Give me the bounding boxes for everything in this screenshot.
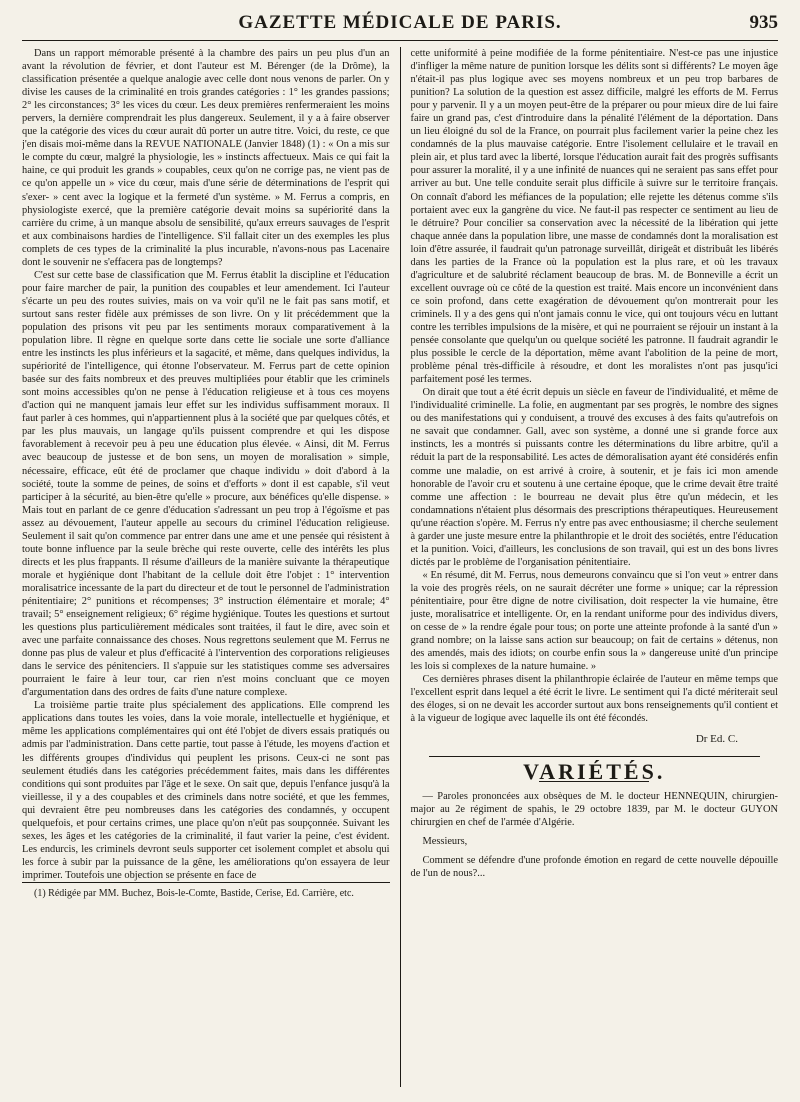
- right-column: [401, 47, 779, 1087]
- page-number: 935: [749, 12, 778, 33]
- paragraph: La troisième partie traite plus spécialement des applications. Elle comprend les applications dans toutes les voies, dans la voie morale, intellectuelle et hygiénique, et même les applications complémentaires qui ont été l'objet de divers essais pratiqués ou admis par l'administration. Dans cette partie, tout passe à l'étude, les moyens d'action et les différents groupes d'individus qui peuplent les prisons. Ceux-ci ne sont pas seulement étudiés dans les catégories précédemment faites, mais dans les différentes conditions qui sont produites par l'âge et le sexe. On sait que, depuis l'enfance jusqu'à la vieillesse, il y a des coupables et des criminels dans notre société, et que les femmes, qui devraient être peu nombreuses dans les catégories des condamnés, y occupent quelquefois, et pour certains crimes, une place qu'on n'eût pas soupçonnée. Suivant les sexes, les âges et les catégories de la criminalité, il faut varier la peine, c'est évident. Les endurcis, les criminels devront seuls supporter cet isolement complet et absolu qui les force à subir par la puissance de la gêne, les améliorations qu'on essayera de leur imprimer. Toutefois une objection se présente en face de: [22, 700, 390, 881]
- footnote: (1) Rédigée par MM. Buchez, Bois-le-Comte, Bastide, Cerise, Ed. Carrière, etc.: [22, 882, 390, 900]
- paragraph: Dans un rapport mémorable présenté à la chambre des pairs un peu plus d'un an avant la révolution de février, et dont l'auteur est M. Bérenger (de la Drôme), la classification présentée a quelque analogie avec celle dont nous venons de parler. On y divise les causes de la criminalité en trois grandes catégories : 1° les grandes passions; 2° les circonstances; 3° les vices du cœur. Les deux premières renfermeraient les moins pervers, la dernière comprendrait les plus dangereux. Seulement, il y a à faire observer que la catégorie des vices du cœur aurait dû porter un autre titre. Voici, du reste, ce que j'en disais moi-même dans la REVUE NATIONALE (Janvier 1848) (1) : « On a mis sur le compte du cœur, malgré la physiologie, les » instincts affectueux. Mais ce qui fait la haine, ce qui produit les grands » coupables, ceux qu'on ne corrige pas, ne vient pas de ce qu'on appelle un » vice du cœur, mais d'une série de déterminations de l'esprit qui s'exer- » cent avec la logique et la fermeté d'un système. » M. Ferrus a compris, en physiologiste exercé, que la première catégorie devait moins sa supériorité dans la carrière du crime, à un manque absolu de sensibilité, qu'aux erreurs sauvages de l'esprit et aux combinaisons hardies de l'intelligence. S'il fallait citer un des exemples les plus complets de ces types de la criminalité la plus incurable, n'avons-nous pas Lacenaire dont le souvenir ne s'effacera pas de longtemps?: [22, 48, 390, 268]
- left-column: [22, 47, 401, 1087]
- quote-paragraph: « En résumé, dit M. Ferrus, nous demeurons convaincu que si l'on veut » entrer dans la voie des progrès réels, on ne saurait décréter une forme » unique; car la répression pénitentiaire, pour être digne de notre civilisation, doit respecter la vie humaine, être juste, moralisatrice et intelligente. Or, en la rendant uniforme pour des individus divers, on cesse de » la rendre égale pour tous; on porte une atteinte profonde à la santé d'un » grand nombre; on la laisse sans action sur beaucoup; on fait de certains » détenus, non des amendés, mais des idiots; on courbe enfin sous la » dangereuse unité d'un principe les lois si complexes de la nature humaine. »: [410, 569, 778, 673]
- paragraph: On dirait que tout a été écrit depuis un siècle en faveur de l'individualité, et même de l'individualité criminelle. La folie, en augmentant par ses progrès, le nombre des signes ou des manifestations qui y conduisent, a trouvé des excuses à des faits qu'autrefois on ne savait que condamner. Gall, avec son système, a donné une si grande force aux instincts, les a montrés si puissants contre les déterminations du libre arbitre, qu'il a réduit la part de la responsabilité. Les actes de démoralisation ayant été considérés enfin comme une maladie, on est arrivé à croire, à soutenir, et je fais ici mon amende honorable de l'avoir cru et soutenu à une certaine époque, que le crime devait être traité comme une affection : le bourreau ne devait plus être qu'un médecin, et les condamnations n'étaient plus désormais des prescriptions thérapeutiques. Heureusement qu'une réaction s'opère. M. Ferrus n'y entre pas avec enthousiasme; il cherche seulement à garder une juste mesure entre la philanthropie et le droit des sociétés, entre l'éducation et la punition. Voici, d'ailleurs, les conclusions de son travail, qui est un des bons livres dictés par le problème de l'organisation pénitentiaire.: [410, 387, 778, 568]
- paragraph: cette uniformité à peine modifiée de la forme pénitentiaire. N'est-ce pas une injustice d'infliger la même nature de punition lorsque les délits sont si différents? Le moyen âge n'était-il pas plus logique avec ses moyens nombreux et un peu trop barbares de punition? La solution de la question est assez difficile, malgré les efforts de M. Ferrus pour y parvenir. Il y a un moyen peut-être de la préparer ou pour mieux dire de lui faire faire un grand pas, c'est d'introduire dans la pénalité l'élément de la déportation. Dans un lieu éloigné du sol de la France, on pourrait plus facilement varier la peine chez les condamnés de la plus mauvaise catégorie. Entre l'isolement cellulaire et le travail en plein air, et plus tard avec la liberté, lorsque l'éducation aurait fait des progrès suffisants pour assurer la moralité, il y a une infinité de nuances qui ne seraient pas sans effet pour arriver au but. Une telle conduite serait plus difficile à suivre sur le territoire français. On connaît d'abord les méfiances de la population; elle rejette les détenus comme s'ils portaient avec eux la gangrène du vice. Ne faut-il pas respecter ce sentiment au lieu de le détruire? Pour concilier sa conservation avec la nécessité de la libération qui jette chaque année dans la population libre, une masse de condamnés dont la moralisation est loin d'être assurée, il faudrait qu'un patronage surveillât, dirigeât et distribuât les libérés dans les parties de la France où la population est la plus rare, et où les travaux d'agriculture et de salubrité réclament beaucoup de bras. M. de Bonneville a écrit un excellent ouvrage où ce côté de la question est traité. Mais encore un inconvénient dans ce soin profond, dans cette exagération de dévouement qu'on montrerait pour les criminels. Il y a des gens qui n'ont jamais connu le vice, qui ont toujours vécu en luttant contre les terribles impulsions de la misère, et qui ne pourraient se réjouir un instant à la pensée consolante que quelqu'un ou quelque société les patronne. Il faudrait agrandir le plus possible le cercle de la déportation, même avant l'abolition de la peine de mort, problème pénal très-difficile à résoudre, et dont les moralistes n'ont pas jusqu'ici parfaitement posé les termes.: [410, 48, 778, 386]
- section-title: VARIÉTÉS.: [523, 759, 666, 785]
- journal-title: GAZETTE MÉDICALE DE PARIS.: [238, 12, 562, 33]
- columns: [22, 47, 778, 1087]
- closing-paragraph: Comment se défendre d'une profonde émotion en regard de cette nouvelle dépouille de l'un de nous?...: [410, 854, 778, 879]
- page-header: [22, 12, 778, 41]
- variety-intro: — Paroles prononcées aux obsèques de M. le docteur HENNEQUIN, chirurgien-major au 2e régiment de spahis, le 29 octobre 1839, par M. le docteur GUYON chirurgien en chef de l'armée d'Algérie.: [410, 790, 778, 828]
- divider: [429, 756, 760, 757]
- paragraph: C'est sur cette base de classification que M. Ferrus établit la discipline et l'éducation pour faire marcher de pair, la punition des coupables et leur amendement. Ici l'auteur s'écarte un peu des routes suivies, mais on va voir qu'il ne le fait pas sans motif, et surtout sans rester fidèle aux prémisses de son livre. On y lit précédemment que la population des prisons vit peu par les sentiments moraux comparativement à la population libre. Il règne en quelque sorte dans cette lie sociale une sorte d'alliance entre les instincts les plus inférieurs et la sagacité, et même, dans quelques individus, la supériorité de l'intelligence, qui étonne l'observateur. M. Ferrus part de cette opinion basée sur des faits nombreux et des preuves multipliées pour établir que les criminels sont moins accessibles qu'on ne pense à l'éducation religieuse et à tous ces moyens d'action qui ne manquent jamais leur effet sur les individus suffisamment moraux. Il faut parler à ces hommes, qui n'appartiennent plus à la société que par quelques côtés, et par les plus mauvais, un langage qu'ils puissent comprendre et qui les dispose favorablement à recevoir peu à peu une éducation plus élevée. « Ainsi, dit M. Ferrus avec beaucoup de justesse et de bon sens, un moyen de moralisation » simple, nécessaire, efficace, eût été de proclamer que chaque individu » doit d'abord à la société, toute la somme de peines, de soins et d'efforts » dont il est capable, s'il veut participer à la sécurité, au bien-être qu'elle » procure, aux bénéfices qu'elle dispense. » Mais tout en parlant de ce genre d'éducation s'adressant un peu trop à l'égoïsme et pas assez au dévouement, l'auteur appelle au secours du criminel l'éducation religieuse. Seulement il sait qu'on commence par entrer dans une ame et une pensée qui résistent à toute bonne influence par la seule brèche qui reste ouverte, celle des intérêts les plus directs et les plus frappants. Il résume d'ailleurs de la manière suivante la thérapeutique morale et hygiénique dont l'habitant de la cellule doit être l'objet : 1° intervention moralisatrice incessante de la part du directeur et de tout le personnel de l'administration pénitentiaire; 2° punitions et récompenses; 3° instruction élémentaire et morale; 4° travail; 5° enseignement religieux; 6° régime hygiénique. Toutes les questions et surtout les questions plus particulièrement médicales sont traitées, il faut le dire, avec soin et avec une parfaite connaissance des choses. Nous regrettons seulement que M. Ferrus ne donne pas plus de valeur et plus d'efficacité à l'intervention des corporations religieuses dans le service des pénitenciers. Il s'appuie sur les statistiques comme ses adversaires pourraient le faire à leur tour, car rien n'est moins concluant que ce moyen d'argumentation dans des ordres de faits d'une nature complexe.: [22, 269, 390, 699]
- salutation: Messieurs,: [422, 835, 468, 847]
- author-signature: Dr Ed. C.: [695, 733, 738, 746]
- paragraph: Ces dernières phrases disent la philanthropie éclairée de l'auteur en même temps que l'excellent esprit dans lequel a été écrit le livre. Le sentiment qui l'a dicté mériterait seul des éloges, si on ne devait les accorder surtout aux bons renseignements qu'il contient et à la vigueur de logique avec laquelle ils ont été fécondés.: [410, 674, 778, 725]
